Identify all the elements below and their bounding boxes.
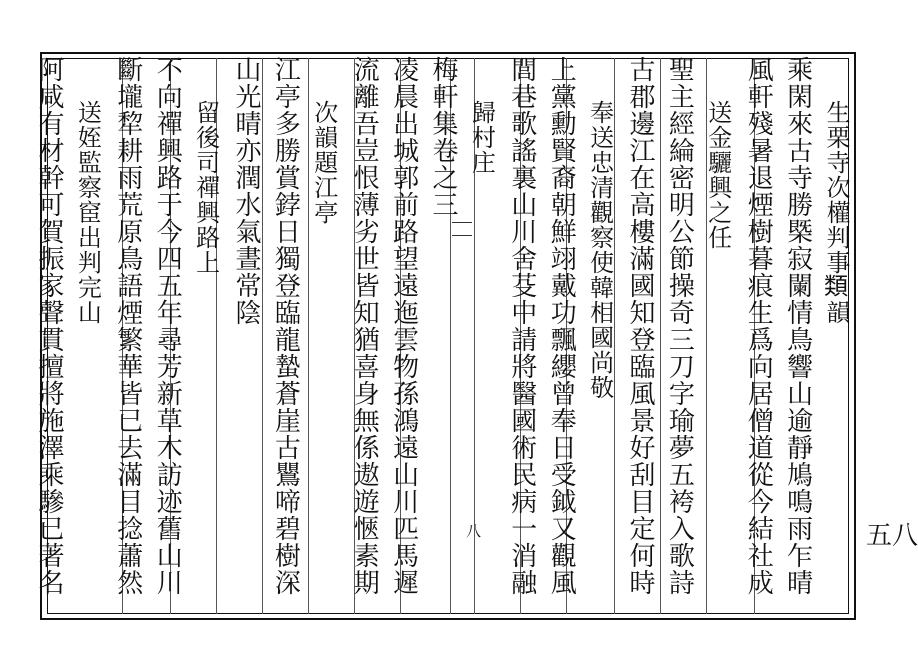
poem-line: 山光晴亦潤水氣晝常陰 <box>231 56 261 326</box>
poem-line: 風軒殘暑退煙樹暮痕生爲向居僧道從今結社成 <box>743 56 774 596</box>
column-rule <box>614 58 615 614</box>
poem-line: 古郡邊江在高樓滿國知登臨風景好刮目定何時 <box>625 56 655 596</box>
column-rule <box>660 58 661 614</box>
fold-mark: 八 <box>466 522 482 540</box>
poem-line: 凌晨出城郭前路望遠迤雲物孫鴻遠山川匹馬遲 <box>388 56 419 596</box>
poem-title: 送姪監察䆠出判完山 <box>73 100 102 325</box>
poem-title: 奉送忠清觀察使韓相國尚敬 <box>585 100 614 400</box>
poem-line: 上黨勳賢裔朝鮮翊戴功飄纓曾奉日受鉞又觀風 <box>546 56 577 596</box>
poem-title: 生栗寺次權判事𩔖韻 <box>822 100 850 325</box>
poem-line: 斷壠犂耕雨荒原鳥語煙繁華皆已去滿目捻蕭然 <box>112 56 143 596</box>
poem-line: 阿咸有材幹可賀振家聲貫擅將施澤乘驂已著名 <box>34 56 64 596</box>
column-rule <box>308 58 309 614</box>
poem-line: 流離吾豈恨薄劣世皆知猶喜身無係遨遊愜素期 <box>349 56 380 596</box>
collection-title: 梅軒集卷之三 <box>428 56 458 218</box>
column-rule <box>262 58 263 614</box>
poem-title: 留後司禪興路上 <box>191 100 220 275</box>
poem-line: 聖主經綸密明公節操奇三刀字瑜夢五袴入歌詩 <box>664 56 695 596</box>
poem-title: 歸村庄 <box>467 100 496 175</box>
fishtail-mark <box>452 222 472 236</box>
poem-title: 送金驪興之任 <box>703 100 732 250</box>
page-number: 五八 <box>866 521 918 551</box>
poem-title: 次韻題江亭 <box>309 100 338 225</box>
poem-line: 不向禪興路于今四五年尋芳新草木訪迹舊山川 <box>152 56 183 596</box>
poem-line: 江亭多勝賞鋍日獨登臨龍蟄蒼崖古鸎啼碧樹深 <box>270 56 301 596</box>
poem-line: 乘閑來古寺勝槩寂闌情鳥響山逾靜鳩鳴雨乍晴 <box>782 56 813 596</box>
poem-line: 閭巷歌謠裏山川舍芟中請將醫國術民病一消融 <box>506 56 537 596</box>
